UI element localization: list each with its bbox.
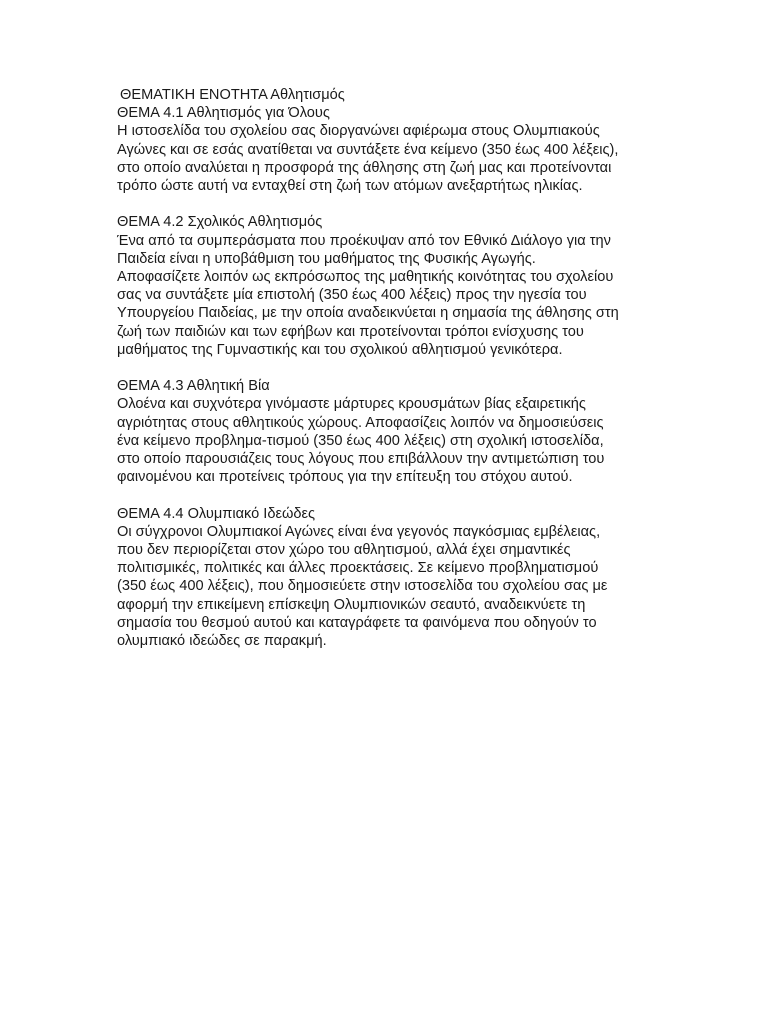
topic-4-4	[117, 505, 677, 651]
paragraph-line: στο οποίο παρουσιάζεις τους λόγους που επιβάλλουν την αντιμετώπιση του	[117, 451, 605, 468]
paragraph-line: Παιδεία είναι η υποβάθμιση του μαθήματος της Φυσικής Αγωγής.	[117, 250, 536, 267]
paragraph-line: Υπουργείου Παιδείας, με την οποία αναδεικνύεται η σημασία της άθλησης στη	[117, 305, 619, 322]
paragraph-line: Αποφασίζετε λοιπόν ως εκπρόσωπος της μαθητικής κοινότητας του σχολείου	[117, 269, 614, 286]
topic-4-3	[117, 377, 677, 486]
topic-heading: ΘΕΜΑ 4.2 Σχολικός Αθλητισμός	[117, 214, 323, 231]
topic-4-1	[117, 104, 677, 195]
paragraph-line: σημασία του θεσμού αυτού και καταγράφετε τα φαινόμενα που οδηγούν το	[117, 614, 597, 631]
paragraph-line: φαινομένου και προτείνεις τρόπους για την επίτευξη του στόχου αυτού.	[117, 469, 573, 486]
paragraph-line: αφορμή την επικείμενη επίσκεψη Ολυμπιονικών σεαυτό, αναδεικνύετε τη	[117, 596, 586, 613]
paragraph-line: Οι σύγχρονοι Ολυμπιακοί Αγώνες είναι ένα γεγονός παγκόσμιας εμβέλειας,	[117, 523, 601, 540]
topic-heading: ΘΕΜΑ 4.1 Αθλητισμός για Όλους	[117, 105, 330, 122]
paragraph-line: τρόπο ώστε αυτή να ενταχθεί στη ζωή των ατόμων ανεξαρτήτως ηλικίας.	[117, 178, 583, 195]
paragraph-line: σας να συντάξετε μία επιστολή (350 έως 400 λέξεις) προς την ηγεσία του	[117, 287, 587, 304]
unit-title: ΘΕΜΑΤΙΚΗ ΕΝΟΤΗΤΑ Αθλητισμός	[120, 87, 345, 103]
paragraph-line: πολιτισμικές, πολιτικές και άλλες προεκτάσεις. Σε κείμενο προβληματισμού	[117, 560, 599, 577]
paragraph-line: μαθήματος της Γυμναστικής και του σχολικού αθλητισμού γενικότερα.	[117, 341, 563, 358]
paragraph-line: ολυμπιακό ιδεώδες σε παρακμή.	[117, 633, 327, 650]
paragraph-line: ένα κείμενο προβλημα-τισμού (350 έως 400 λέξεις) στη σχολική ιστοσελίδα,	[117, 432, 604, 449]
paragraph-line: ζωή των παιδιών και των εφήβων και προτείνονται τρόποι ενίσχυσης του	[117, 323, 584, 340]
topic-heading: ΘΕΜΑ 4.3 Αθλητική Βία	[117, 378, 270, 395]
paragraph-line: Αγώνες και σε εσάς ανατίθεται να συντάξετε ένα κείμενο (350 έως 400 λέξεις),	[117, 141, 619, 158]
paragraph-line: στο οποίο αναλύεται η προσφορά της άθλησης στη ζωή μας και προτείνονται	[117, 159, 612, 176]
paragraph-line: Ένα από τα συμπεράσματα που προέκυψαν από τον Εθνικό Διάλογο για την	[117, 232, 611, 249]
paragraph-line: αγριότητας στους αθλητικούς χώρους. Αποφασίζεις λοιπόν να δημοσιεύσεις	[117, 414, 604, 431]
document-page	[117, 86, 677, 668]
topic-4-2	[117, 213, 677, 359]
paragraph-line: Η ιστοσελίδα του σχολείου σας διοργανώνει αφιέρωμα στους Ολυμπιακούς	[117, 123, 600, 140]
paragraph-line: που δεν περιορίζεται στον χώρο του αθλητισμού, αλλά έχει σημαντικές	[117, 542, 571, 559]
topic-heading: ΘΕΜΑ 4.4 Ολυμπιακό Ιδεώδες	[117, 505, 316, 522]
paragraph-line: Ολοένα και συχνότερα γινόμαστε μάρτυρες κρουσμάτων βίας εξαιρετικής	[117, 396, 586, 413]
paragraph-line: (350 έως 400 λέξεις), που δημοσιεύετε στην ιστοσελίδα του σχολείου σας με	[117, 578, 608, 595]
